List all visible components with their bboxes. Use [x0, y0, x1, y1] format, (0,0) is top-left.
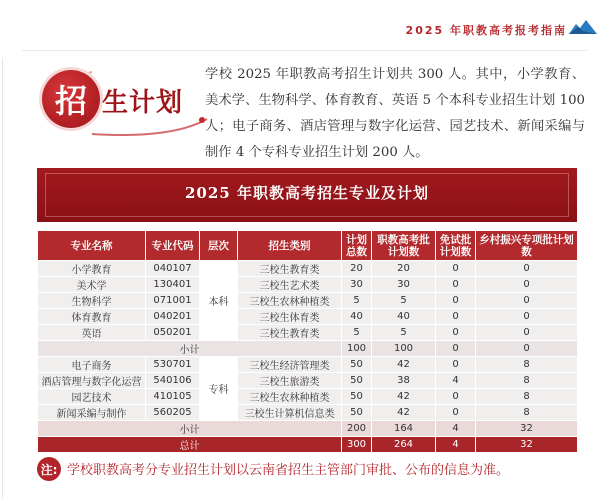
cell-major: 电子商务	[38, 357, 146, 373]
cell-code: 540106	[146, 373, 200, 389]
table-row	[38, 373, 578, 389]
cell-total: 20	[342, 261, 372, 277]
subtotal-rural: 0	[476, 341, 578, 357]
note-badge: 注:	[37, 457, 61, 481]
total-rural: 32	[476, 437, 578, 453]
header-vocational: 职教高考批计划数	[372, 231, 436, 261]
table-row	[38, 389, 578, 405]
cell-vocational: 20	[372, 261, 436, 277]
cell-category: 三校生教育类	[238, 325, 342, 341]
subtotal-vocational: 164	[372, 421, 436, 437]
cell-total: 30	[342, 277, 372, 293]
cell-rural: 0	[476, 309, 578, 325]
note-text: 学校职教高考分专业招生计划以云南省招生主管部门审批、公布的信息为准。	[67, 463, 510, 478]
cell-vocational: 42	[372, 389, 436, 405]
total-vocational: 264	[372, 437, 436, 453]
total-row	[38, 437, 578, 453]
cell-exempt: 0	[436, 277, 476, 293]
section-logo	[22, 62, 212, 142]
header-exempt: 免试批计划数	[436, 231, 476, 261]
cell-total: 50	[342, 357, 372, 373]
cell-total: 40	[342, 309, 372, 325]
table-row	[38, 405, 578, 421]
subtotal-row-bachelor	[38, 341, 578, 357]
subtotal-total: 200	[342, 421, 372, 437]
table-row	[38, 277, 578, 293]
subtotal-rural: 32	[476, 421, 578, 437]
table-title-banner	[37, 168, 577, 222]
cell-exempt: 0	[436, 309, 476, 325]
cell-category: 三校生旅游类	[238, 373, 342, 389]
cell-rural: 8	[476, 405, 578, 421]
cell-rural: 8	[476, 389, 578, 405]
cell-code: 530701	[146, 357, 200, 373]
header-rural: 乡村振兴专项批计划数	[476, 231, 578, 261]
subtotal-label: 小计	[38, 341, 342, 357]
header-divider	[22, 50, 587, 51]
page-header	[0, 0, 605, 58]
subtotal-total: 100	[342, 341, 372, 357]
cell-rural: 0	[476, 325, 578, 341]
cell-category: 三校生计算机信息类	[238, 405, 342, 421]
cell-rural: 0	[476, 261, 578, 277]
cell-total: 50	[342, 405, 372, 421]
cell-category: 三校生艺术类	[238, 277, 342, 293]
cell-total: 50	[342, 389, 372, 405]
cell-exempt: 0	[436, 325, 476, 341]
table-row	[38, 309, 578, 325]
cell-level: 本科	[200, 261, 238, 341]
cell-vocational: 5	[372, 293, 436, 309]
cell-vocational: 5	[372, 325, 436, 341]
cell-exempt: 0	[436, 357, 476, 373]
header-total: 计划总数	[342, 231, 372, 261]
header-category: 招生类别	[238, 231, 342, 261]
cell-category: 三校生教育类	[238, 261, 342, 277]
cell-level: 专科	[200, 357, 238, 421]
cell-code: 071001	[146, 293, 200, 309]
subtotal-label: 小计	[38, 421, 342, 437]
header-level: 层次	[200, 231, 238, 261]
cell-vocational: 40	[372, 309, 436, 325]
logo-title: 生计划	[102, 88, 184, 118]
cell-major: 美术学	[38, 277, 146, 293]
cell-major: 园艺技术	[38, 389, 146, 405]
logo-badge: 招	[42, 70, 100, 128]
cell-total: 50	[342, 373, 372, 389]
cell-rural: 0	[476, 277, 578, 293]
cell-vocational: 30	[372, 277, 436, 293]
subtotal-exempt: 0	[436, 341, 476, 357]
cell-exempt: 0	[436, 293, 476, 309]
cell-major: 新闻采编与制作	[38, 405, 146, 421]
cell-rural: 8	[476, 357, 578, 373]
header-title: 2025 年职教高考报考指南	[405, 24, 567, 37]
cell-vocational: 42	[372, 357, 436, 373]
intro-paragraph: 学校 2025 年职教高考招生计划共 300 人。其中，小学教育、美术学、生物科学、体育教育、英语 5 个本科专业招生计划 100 人；电子商务、酒店管理与数字化运营、园艺技术、新闻采编与制作 4 个专科专业招生计划 200 人。	[205, 67, 585, 160]
cell-code: 040201	[146, 309, 200, 325]
cell-vocational: 42	[372, 405, 436, 421]
cell-exempt: 0	[436, 405, 476, 421]
cell-code: 050201	[146, 325, 200, 341]
cell-category: 三校生体育类	[238, 309, 342, 325]
subtotal-exempt: 4	[436, 421, 476, 437]
cell-major: 英语	[38, 325, 146, 341]
total-label: 总计	[38, 437, 342, 453]
table-row	[38, 325, 578, 341]
cell-total: 5	[342, 293, 372, 309]
total-exempt: 4	[436, 437, 476, 453]
cell-code: 040107	[146, 261, 200, 277]
subtotal-row-associate	[38, 421, 578, 437]
banner-title: 2025 年职教高考招生专业及计划	[185, 184, 429, 202]
cell-major: 体育教育	[38, 309, 146, 325]
cell-code: 130401	[146, 277, 200, 293]
cell-category: 三校生农林种植类	[238, 389, 342, 405]
total-total: 300	[342, 437, 372, 453]
cell-exempt: 0	[436, 389, 476, 405]
cell-code: 410105	[146, 389, 200, 405]
mountain-icon	[569, 18, 597, 34]
cell-total: 5	[342, 325, 372, 341]
cell-major: 小学教育	[38, 261, 146, 277]
table-row	[38, 261, 578, 277]
cell-vocational: 38	[372, 373, 436, 389]
cell-rural: 8	[476, 373, 578, 389]
enrollment-table-wrapper	[37, 230, 577, 453]
cell-exempt: 4	[436, 373, 476, 389]
enrollment-table	[37, 230, 578, 453]
footnote	[37, 455, 577, 483]
cell-code: 560205	[146, 405, 200, 421]
cell-major: 生物科学	[38, 293, 146, 309]
header-major: 专业名称	[38, 231, 146, 261]
cell-category: 三校生经济管理类	[238, 357, 342, 373]
cell-major: 酒店管理与数字化运营	[38, 373, 146, 389]
cell-exempt: 0	[436, 261, 476, 277]
cell-rural: 0	[476, 293, 578, 309]
cell-category: 三校生农林种植类	[238, 293, 342, 309]
table-row	[38, 293, 578, 309]
header-code: 专业代码	[146, 231, 200, 261]
subtotal-vocational: 100	[372, 341, 436, 357]
table-row	[38, 357, 578, 373]
table-header-row	[38, 231, 578, 261]
